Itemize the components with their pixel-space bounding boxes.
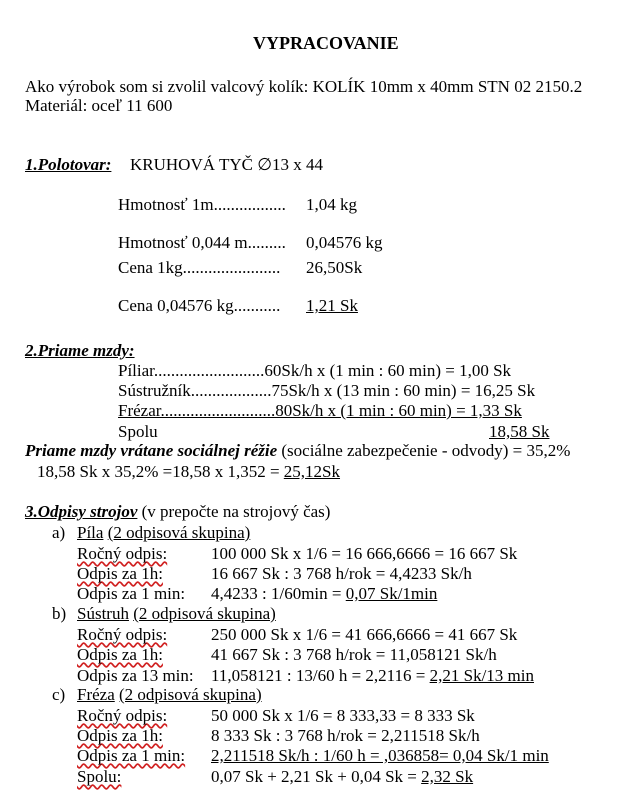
machine-row-label: Odpis za 1h: [77, 726, 163, 745]
social-calculation [37, 463, 340, 480]
odpisy-heading-line [25, 503, 330, 520]
mzdy-total-value: 18,58 Sk [489, 422, 550, 441]
section-mzdy-heading: 2.Priame mzdy: [25, 341, 135, 360]
polotovar-row-value: 1,21 Sk [306, 296, 358, 315]
intro-product-line: Ako výrobok som si zvolil valcový kolík: KOLÍK 10mm x 40mm STN 02 2150.2 [25, 77, 583, 96]
odpisy-total-result: 2,32 Sk [421, 767, 474, 786]
polotovar-row-label: Cena 0,04576 kg........... [118, 296, 281, 315]
machine-group: (2 odpisová skupina) [133, 604, 276, 623]
machine-row-label: Odpis za 1 min: [77, 584, 186, 603]
polotovar-row-label: Hmotnosť 0,044 m......... [118, 233, 286, 252]
polotovar-row-value: 26,50Sk [306, 258, 363, 277]
machine-group: (2 odpisová skupina) [107, 523, 251, 542]
social-line [25, 442, 570, 459]
social-note: (sociálne zabezpečenie - odvody) = 35,2% [281, 441, 571, 460]
polotovar-row-label: Cena 1kg....................... [118, 258, 281, 277]
machine-row-value: 11,058121 : 13/60 h = 2,2116 = [211, 666, 430, 685]
machine-row-value: 41 667 Sk : 3 768 h/rok = 11,058121 Sk/h [211, 645, 497, 664]
machine-row-label: Odpis za 1 min: [77, 746, 186, 765]
social-calc-expression: 18,58 Sk x 35,2% =18,58 x 1,352 = [37, 462, 284, 481]
social-heading: Priame mzdy vrátane sociálnej réžie [25, 441, 278, 460]
machine-marker: a) [52, 523, 66, 542]
machine-row-label: Ročný odpis: [77, 706, 168, 725]
machine-row-label: Odpis za 1h: [77, 645, 163, 664]
machine-name: Píla [77, 523, 104, 542]
polotovar-row-value: 0,04576 kg [306, 233, 383, 252]
machine-row-label: Odpis za 1h: [77, 564, 163, 583]
odpisy-total-line [211, 768, 473, 785]
machine-row-value: 2,211518 Sk/h : 1/60 h = ,036858= 0,04 Sk/1 min [211, 746, 549, 765]
machine-row-result: 2,21 Sk/13 min [429, 666, 534, 685]
odpisy-total-expression: 0,07 Sk + 2,21 Sk + 0,04 Sk = [211, 767, 422, 786]
machine-title [77, 524, 250, 541]
mzdy-total-label: Spolu [118, 422, 158, 441]
mzdy-row: Píliar..........................60Sk/h x (1 min : 60 min) = 1,00 Sk [118, 361, 512, 380]
machine-row-value: 4,4233 : 1/60min = [211, 584, 346, 603]
machine-marker: c) [52, 685, 66, 704]
machine-name: Fréza [77, 685, 115, 704]
section-odpisy-heading: 3.Odpisy strojov [25, 502, 138, 521]
machine-row-result: 0,07 Sk/1min [345, 584, 438, 603]
machine-row-label: Odpis za 13 min: [77, 666, 194, 685]
polotovar-row-label: Hmotnosť 1m................. [118, 195, 286, 214]
machine-name: Sústruh [77, 604, 129, 623]
machine-marker: b) [52, 604, 67, 623]
odpisy-heading-note: (v prepočte na strojový čas) [141, 502, 331, 521]
page-title: VYPRACOVANIE [253, 33, 399, 53]
machine-row-value: 8 333 Sk : 3 768 h/rok = 2,211518 Sk/h [211, 726, 480, 745]
polotovar-row-value: 1,04 kg [306, 195, 357, 214]
machine-row-value: 16 667 Sk : 3 768 h/rok = 4,4233 Sk/h [211, 564, 472, 583]
machine-row-value: 100 000 Sk x 1/6 = 16 666,6666 = 16 667 Sk [211, 544, 518, 563]
machine-row-value: 250 000 Sk x 1/6 = 41 666,6666 = 41 667 Sk [211, 625, 518, 644]
machine-group: (2 odpisová skupina) [119, 685, 262, 704]
mzdy-row: Sústružník...................75Sk/h x (13 min : 60 min) = 16,25 Sk [118, 381, 536, 400]
mzdy-row: Frézar...........................80Sk/h x (1 min : 60 min) = 1,33 Sk [118, 401, 522, 420]
machine-row-label: Ročný odpis: [77, 544, 168, 563]
machine-row-label: Ročný odpis: [77, 625, 168, 644]
machine-row-value-line [211, 667, 534, 684]
intro-material-line: Materiál: oceľ 11 600 [25, 96, 173, 115]
odpisy-total-label: Spolu: [77, 767, 122, 786]
machine-title [77, 605, 276, 622]
machine-row-value-line [211, 585, 437, 602]
machine-row-value: 50 000 Sk x 1/6 = 8 333,33 = 8 333 Sk [211, 706, 475, 725]
section-polotovar-heading: 1.Polotovar: [25, 155, 112, 174]
machine-title [77, 686, 262, 703]
polotovar-value: KRUHOVÁ TYČ ∅13 x 44 [130, 155, 324, 174]
social-calc-result: 25,12Sk [283, 462, 341, 481]
